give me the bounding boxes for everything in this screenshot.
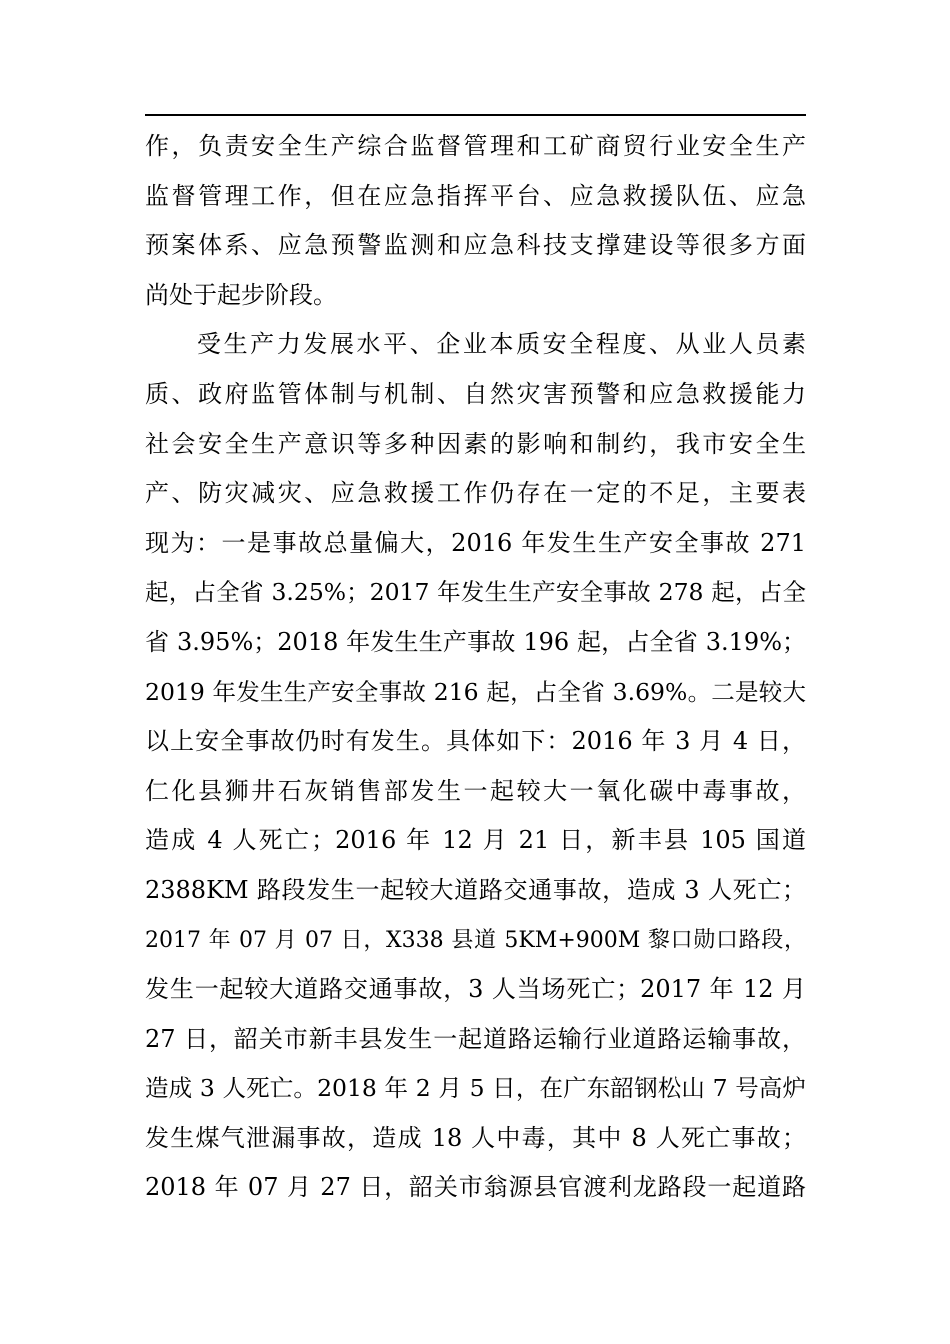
text-line: 质、政府监管体制与机制、自然灾害预警和应急救援能力 — [145, 379, 806, 408]
text-line: 省 3.95%；2018 年发生生产事故 196 起，占全省 3.19%； — [145, 627, 806, 656]
text-line: 预案体系、应急预警监测和应急科技支撑建设等很多方面 — [145, 231, 806, 260]
text-line: 仁化县狮井石灰销售部发生一起较大一氧化碳中毒事故， — [145, 776, 806, 805]
text-line: 以上安全事故仍时有发生。具体如下：2016 年 3 月 4 日， — [145, 727, 806, 756]
paragraph-1 — [145, 122, 806, 320]
text-line: 作，负责安全生产综合监督管理和工矿商贸行业安全生产 — [145, 132, 806, 160]
text-line: 监督管理工作，但在应急指挥平台、应急救援队伍、应急 — [145, 181, 806, 210]
text-line: 受生产力发展水平、企业本质安全程度、从业人员素 — [197, 330, 806, 359]
text-line: 产、防灾减灾、应急救援工作仍存在一定的不足，主要表 — [145, 479, 806, 508]
text-line: 造成 3 人死亡。2018 年 2 月 5 日，在广东韶钢松山 7 号高炉 — [145, 1074, 806, 1103]
header-rule — [145, 114, 806, 116]
text-line: 27 日，韶关市新丰县发生一起道路运输行业道路运输事故， — [145, 1024, 806, 1053]
text-line: 2019 年发生生产安全事故 216 起，占全省 3.69%。二是较大 — [145, 677, 806, 706]
text-line: 起，占全省 3.25%；2017 年发生生产安全事故 278 起，占全 — [145, 578, 806, 607]
text-line: 现为：一是事故总量偏大，2016 年发生生产安全事故 271 — [145, 528, 806, 557]
text-line: 2017 年 07 月 07 日，X338 县道 5KM+900M 黎口勋口路段， — [145, 927, 806, 953]
document-body — [145, 122, 806, 1213]
text-line: 社会安全生产意识等多种因素的影响和制约，我市安全生 — [145, 429, 806, 458]
text-line: 造成 4 人死亡；2016 年 12 月 21 日，新丰县 105 国道 — [145, 826, 806, 855]
text-line: 发生一起较大道路交通事故，3 人当场死亡；2017 年 12 月 — [145, 975, 806, 1004]
text-line: 发生煤气泄漏事故，造成 18 人中毒，其中 8 人死亡事故； — [145, 1123, 806, 1152]
text-line: 2018 年 07 月 27 日，韶关市翁源县官渡利龙路段一起道路 — [145, 1173, 806, 1202]
paragraph-2 — [145, 320, 806, 1213]
text-line: 尚处于起步阶段。 — [145, 280, 337, 309]
text-line: 2388KM 路段发生一起较大道路交通事故，造成 3 人死亡； — [145, 875, 806, 904]
